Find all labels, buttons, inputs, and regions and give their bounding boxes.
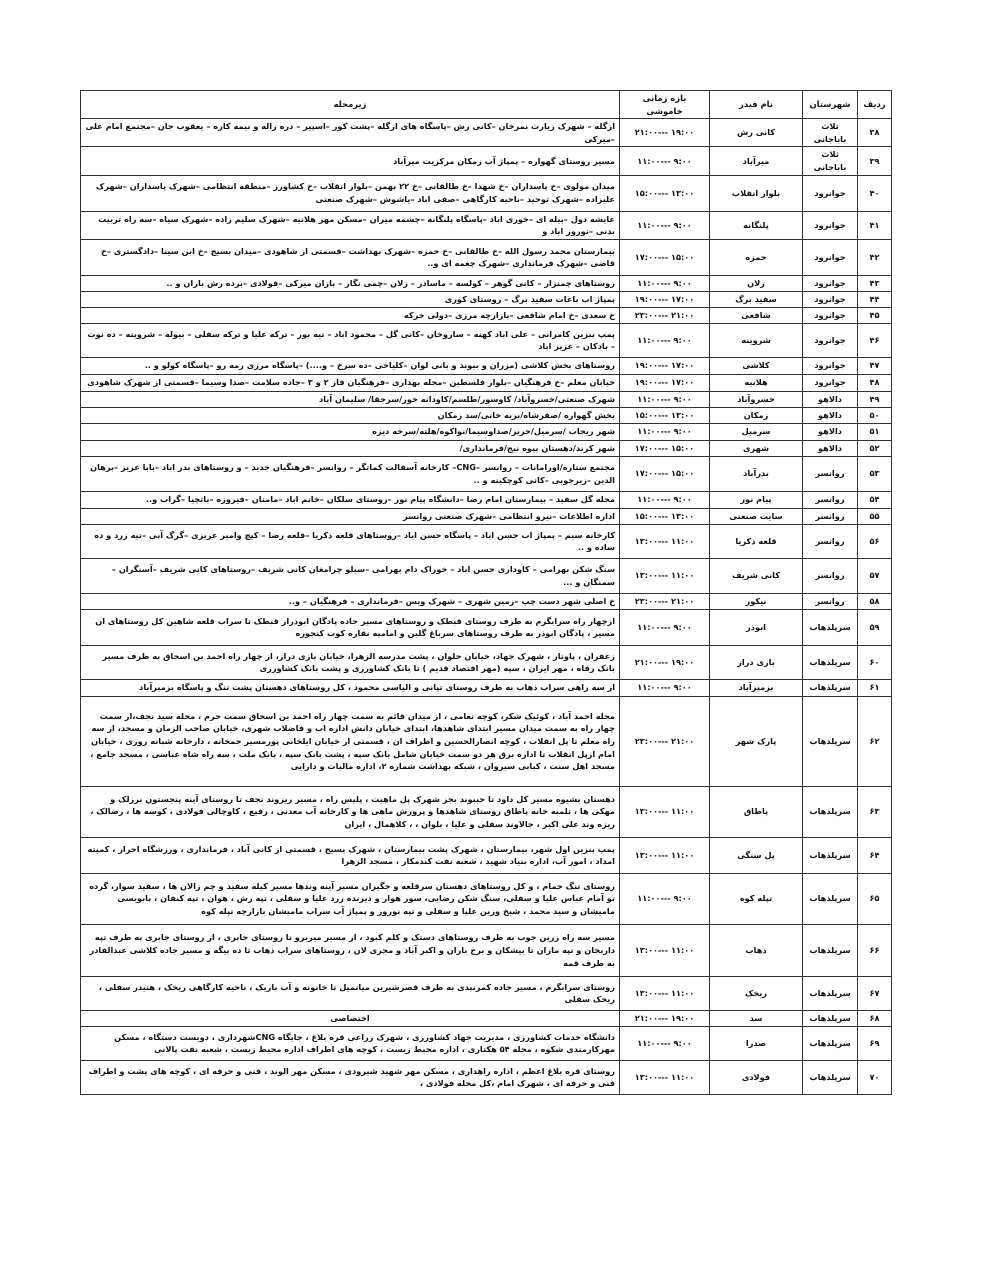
table-body: [81, 119, 892, 1095]
city-cell: روانسر: [803, 508, 858, 524]
city-cell: سرپلذهاب: [803, 786, 858, 837]
row-number: ۴۰: [858, 175, 892, 211]
city-cell: روانسر: [803, 524, 858, 558]
row-number: ۴۴: [858, 291, 892, 307]
table-row: [81, 508, 892, 524]
schedule-page: [80, 90, 892, 1095]
time-cell: ۱۱:۰۰--- ۹:۰۰: [620, 211, 710, 239]
feeder-cell: پیام نور: [710, 491, 803, 508]
feeder-cell: بازی دراز: [710, 645, 803, 679]
area-cell: محله احمد آباد ، کوئیک شکر، کوچه نعامی ، از میدان قائم به سمت چهار راه احمد بن اسحاق سمت حرم ، محله سید نجف،از سمت چهار راه به سمت میدان مسیر ابتدای شاهدها، ابتدای خیابان دانش اداره اب و فاضلاب شهری، خیابان صاحب الزمان و مسجد، از سه راه معلم تا پل انقلاب ، کوچه انصارالحسین و اطراف ان ، قسمتی از خیابان ایلخانی پورمسیر جمخانه ، دارخانه شبانه روزی ، خیابان امام ازپل انقلاب تا اداره برق هر دو سمت خیابان شامل بانک سپه ، پشت بانک سپه ، بانک ملت ، سه راه شاه عباسی ، مسجد جامع ، مسجد اهل سنت ، کبابی سیروان ، شبکه بهداشت شماره ۲، اداره مالیات و دارایی: [81, 696, 620, 786]
table-row: [81, 609, 892, 645]
time-cell: ۱۱:۰۰--- ۹:۰۰: [620, 609, 710, 645]
time-cell: ۱۱:۰۰--- ۹:۰۰: [620, 423, 710, 440]
city-cell: جوانرود: [803, 323, 858, 357]
time-cell: ۱۱:۰۰--- ۹:۰۰: [620, 275, 710, 291]
area-cell: پمپاژ اب باغات سفید برگ – روستای کوری: [81, 291, 620, 307]
feeder-cell: سرمیل: [710, 423, 803, 440]
area-cell: ازچهار راه سرابگرم به طرف روستای قبطک و روستاهای مسیر جاده پادگان ابوذراز قبطک تا سراب قلعه شاهین کل روستاهای ان مسیر ، پادگان ابوذر به طرف روستاهای سرباغ گلین و امامیه نقاره کوب کنجوره: [81, 609, 620, 645]
table-row: [81, 323, 892, 357]
area-cell: مسیر سه راه زرین جوب به طرف روستاهای دستک و کلم کبود ، از مسیر میربرو تا روستای جابری ، از روستای جابری به طرف تپه داربخان و تپه ماران تا بیشکان و برخ باران و اکبر آباد و مجری لان ، روستاهای سراب ذهاب تا ده بیگه و مسیر جاده کلاشی عبدالقادر به طرف قمه: [81, 924, 620, 976]
area-cell: روستاهای بخش کلاشی (مزران و بیوند و بانی لوان –کلیاخی –ده سرخ – و....) –پاسگاه مرزی رمه رو –پاسگاه کولو و ..: [81, 357, 620, 374]
table-row: [81, 456, 892, 491]
row-number: ۶۲: [858, 696, 892, 786]
feeder-cell: بزمیرآباد: [710, 679, 803, 696]
time-cell: ۱۳:۰۰--- ۱۱:۰۰: [620, 976, 710, 1010]
feeder-cell: خسروآباد: [710, 391, 803, 407]
time-cell: ۱۳:۰۰--- ۱۱:۰۰: [620, 786, 710, 837]
feeder-cell: تپله کوه: [710, 873, 803, 924]
city-cell: جوانرود: [803, 239, 858, 275]
time-cell: ۲۱:۰۰--- ۱۹:۰۰: [620, 645, 710, 679]
feeder-cell: کانی شریف: [710, 558, 803, 593]
area-cell: اداره اطلاعات –نیرو انتظامی –شهرک صنعتی روانسر: [81, 508, 620, 524]
area-cell: خیابان معلم –خ فرهنگیان –بلوار فلسطین –محله بهداری –فرهنگیان فاز ۲ و ۳ –جاده سلامت –صدا وسیما –قسمتی از شهرک شاهودی: [81, 374, 620, 391]
time-cell: ۱۱:۰۰--- ۹:۰۰: [620, 873, 710, 924]
table-row: [81, 645, 892, 679]
row-number: ۴۷: [858, 357, 892, 374]
area-cell: شهر کرند/دهستان بیوه نیج/فرمانداری/: [81, 440, 620, 456]
city-cell: روانسر: [803, 558, 858, 593]
area-cell: سنگ شکن بهرامی – کاوداری حسن اباد – خوراک دام بهرامی –سیلو چرامغان کانی شریف –روستاهای کانی شریف –آسنگران –سمنگان و ...: [81, 558, 620, 593]
table-row: [81, 1060, 892, 1094]
row-number: ۵۸: [858, 593, 892, 609]
feeder-cell: سد: [710, 1010, 803, 1026]
time-cell: ۱۳:۰۰--- ۱۱:۰۰: [620, 1060, 710, 1094]
row-number: ۵۲: [858, 440, 892, 456]
table-row: [81, 679, 892, 696]
table-row: [81, 873, 892, 924]
time-cell: ۲۳:۰۰--- ۲۱:۰۰: [620, 307, 710, 323]
row-number: ۵۵: [858, 508, 892, 524]
table-row: [81, 696, 892, 786]
feeder-cell: صدرا: [710, 1026, 803, 1060]
feeder-cell: کلاشی: [710, 357, 803, 374]
table-row: [81, 976, 892, 1010]
row-number: ۶۴: [858, 837, 892, 873]
area-cell: روستای قره بلاغ اعظم ، اداره راهداری ، مسکن مهر شهید شیرودی ، مسکن مهر الوند ، فنی و حرفه ای ، کوچه های پشت و اطراف فنی و حرفه ای ، شهرک امام ،کل محله فولادی ،: [81, 1060, 620, 1094]
area-cell: عایشه دول –بیله ای –خوری اباد –پاسگاه پلنگانه –چشمه میران –مسکن مهر هلانیه –شهرک سلیم زاده –شهرک سیاه –سه راه تربیت بدنی –نوروز اباد و: [81, 211, 620, 239]
city-cell: سرپلذهاب: [803, 1060, 858, 1094]
row-number: ۶۱: [858, 679, 892, 696]
feeder-cell: بدرآباد: [710, 456, 803, 491]
feeder-cell: شهری: [710, 440, 803, 456]
time-cell: ۱۹:۰۰--- ۱۷:۰۰: [620, 374, 710, 391]
row-number: ۶۹: [858, 1026, 892, 1060]
table-row: [81, 1026, 892, 1060]
table-row: [81, 291, 892, 307]
city-cell: دالاهو: [803, 440, 858, 456]
table-row: [81, 837, 892, 873]
header-row-number: ردیف: [858, 91, 892, 119]
feeder-cell: زمکان: [710, 407, 803, 423]
row-number: ۵۰: [858, 407, 892, 423]
time-cell: ۱۵:۰۰--- ۱۳:۰۰: [620, 508, 710, 524]
city-cell: روانسر: [803, 456, 858, 491]
feeder-cell: شروینه: [710, 323, 803, 357]
row-number: ۴۱: [858, 211, 892, 239]
time-cell: ۲۳:۰۰--- ۲۱:۰۰: [620, 696, 710, 786]
area-cell: میدان مولوی –خ پاسداران –خ شهدا –خ طالقانی –خ ۲۲ بهمن –بلوار انقلاب –خ کشاورز –منطقه انتظامی –شهرک پاسداران –شهرک علیزاده –شهرک توحید –ناحیه کارگاهی –صفی اباد –یاشوش –شهرک صنعتی: [81, 175, 620, 211]
table-row: [81, 211, 892, 239]
feeder-cell: فولادی: [710, 1060, 803, 1094]
city-cell: سرپلذهاب: [803, 609, 858, 645]
city-cell: جوانرود: [803, 175, 858, 211]
area-cell: از سه راهی سراب ذهاب به طرف روستای تپانی و الیاسی محمود ، کل روستاهای دهستان پشت تنگ و پاسگاه بزمیرآباد: [81, 679, 620, 696]
area-cell: خ اصلی شهر دست چپ –زمین شهری – شهرک ویس –فرمانداری – فرهنگیان – و..: [81, 593, 620, 609]
time-cell: ۱۱:۰۰--- ۹:۰۰: [620, 147, 710, 175]
time-cell: ۲۳:۰۰--- ۲۱:۰۰: [620, 593, 710, 609]
time-cell: ۱۱:۰۰--- ۹:۰۰: [620, 491, 710, 508]
area-cell: بخش گهواره /صفرشاه/بریه خانی/سد زمکان: [81, 407, 620, 423]
time-cell: ۱۱:۰۰--- ۹:۰۰: [620, 1026, 710, 1060]
area-cell: دانشگاه خدمات کشاورزی ، مدیریت جهاد کشاورزی ، شهرک زراعی قره بلاغ ، جایگاه CNGشهرداری ، دویست دستگاه ، مسکن مهرکارمندی شکوه ، محله ۵۴ هکتاری ، اداره محیط زیست ، کوچه های اطراف اداره محیط زیست ، شعبه نفت پالانی: [81, 1026, 620, 1060]
feeder-cell: نیکور: [710, 593, 803, 609]
row-number: ۷۰: [858, 1060, 892, 1094]
city-cell: دالاهو: [803, 407, 858, 423]
area-cell: مسیر روستای گهواره – پمپاژ آب زمکان مرکزیت میرآباد: [81, 147, 620, 175]
time-cell: ۱۳:۰۰--- ۱۱:۰۰: [620, 837, 710, 873]
row-number: ۵۶: [858, 524, 892, 558]
row-number: ۴۵: [858, 307, 892, 323]
area-cell: کارخانه سیم – پمپاژ اب حسن اباد – پاسگاه حسن اباد –روستاهای قلعه ذکریا –قلعه رضا – کیچ وامیر عزیزی –گرگ آبی –تیه زرد و ده ساده و ..: [81, 524, 620, 558]
row-number: ۴۲: [858, 239, 892, 275]
table-row: [81, 558, 892, 593]
row-number: ۶۶: [858, 924, 892, 976]
row-number: ۶۰: [858, 645, 892, 679]
city-cell: جوانرود: [803, 307, 858, 323]
city-cell: سرپلذهاب: [803, 645, 858, 679]
time-cell: ۱۱:۰۰--- ۹:۰۰: [620, 679, 710, 696]
feeder-cell: زلان: [710, 275, 803, 291]
feeder-cell: هلانیه: [710, 374, 803, 391]
time-cell: ۱۹:۰۰--- ۱۷:۰۰: [620, 291, 710, 307]
area-cell: روستاهای چمنزار – کانی گوهر – کولسه – ماسادر – زلان –چمی نگار – بازان میرکی –فولادی –برده رش بازان و ..: [81, 275, 620, 291]
row-number: ۴۳: [858, 275, 892, 291]
time-cell: ۱۳:۰۰--- ۱۱:۰۰: [620, 924, 710, 976]
area-cell: دهستان بشیوه مسیر کل داود تا حیبوند بجز شهرک پل ماهیت ، پلیس راه ، مسیر ریزوند نجف تا روستای آینه پنجستون برزلک و مهکی ها ، تلمبه خانه پاطاق روستای شاهدها و پرورش ماهی ها و کارخانه آب معدنی ، رفیع ، کاوچالی فولادی ، کوسه ها ، رضالک ، ریزه وند علی اکبر ، جالاوند سفلی و علیا ، بلوان ، ، کلاهمال ، ایران: [81, 786, 620, 837]
city-cell: جوانرود: [803, 291, 858, 307]
row-number: ۶۳: [858, 786, 892, 837]
feeder-cell: پل سنگی: [710, 837, 803, 873]
time-cell: ۱۷:۰۰--- ۱۵:۰۰: [620, 456, 710, 491]
table-row: [81, 307, 892, 323]
time-cell: ۱۱:۰۰--- ۹:۰۰: [620, 391, 710, 407]
feeder-cell: کانی رش: [710, 119, 803, 147]
feeder-cell: سایت صنعتی: [710, 508, 803, 524]
row-number: ۵۷: [858, 558, 892, 593]
table-row: [81, 491, 892, 508]
time-cell: ۱۳:۰۰--- ۱۱:۰۰: [620, 558, 710, 593]
city-cell: ثلاث باباجانی: [803, 147, 858, 175]
table-row: [81, 423, 892, 440]
area-cell: بیمارستان محمد رسول الله –خ طالقانی –خ حمزه –شهرک بهداشت –قسمتی از شاهودی –میدان بسیج –خ ابن سینا –دادگستری –خ قاضی –شهرک فرمانداری –شهرک چغمه ای و..: [81, 239, 620, 275]
area-cell: پمپ بنزین کامرانی – علی اباد کهنه – ساروخان –کانی گل – محمود اباد – تیه بور – ترکه علیا و ترکه سفلی – بیوله – شروینه – ده نوت – بادکان – عزیز اباد: [81, 323, 620, 357]
table-row: [81, 147, 892, 175]
area-cell: زعفران ، پاوتار ، شهرک جهاد، خیابان حلوان ، پشت مدرسه الزهرا، خیابان بازی دراز، از چهار راه احمد بن اسحاق به طرف مسیر بانک رفاه ، مهر ایران ، سپه (مهر اقتصاد قدیم ) تا بانک کشاورزی و پشت بانک کشاورزی: [81, 645, 620, 679]
feeder-cell: پارک شهر: [710, 696, 803, 786]
time-cell: ۱۱:۰۰--- ۹:۰۰: [620, 323, 710, 357]
row-number: ۴۶: [858, 323, 892, 357]
table-row: [81, 1010, 892, 1026]
row-number: ۳۸: [858, 119, 892, 147]
time-cell: ۱۷:۰۰--- ۱۵:۰۰: [620, 440, 710, 456]
table-header-row: [81, 91, 892, 119]
row-number: ۳۹: [858, 147, 892, 175]
table-row: [81, 593, 892, 609]
time-cell: ۱۳:۰۰--- ۱۱:۰۰: [620, 524, 710, 558]
area-cell: ازگله – شهرک زیارت نمرخان –کانی رش –پاسگاه های ازگله –پشت کور –اسپیر – دره زاله و نیمه کاره – یعقوب جان –مجتمع امام علی –میرکی: [81, 119, 620, 147]
city-cell: سرپلذهاب: [803, 976, 858, 1010]
feeder-cell: پاطاق: [710, 786, 803, 837]
city-cell: روانسر: [803, 491, 858, 508]
table-row: [81, 119, 892, 147]
table-row: [81, 357, 892, 374]
table-row: [81, 175, 892, 211]
city-cell: سرپلذهاب: [803, 696, 858, 786]
city-cell: ثلاث باباجانی: [803, 119, 858, 147]
city-cell: سرپلذهاب: [803, 1026, 858, 1060]
time-cell: ۲۱:۰۰--- ۱۹:۰۰: [620, 1010, 710, 1026]
city-cell: سرپلذهاب: [803, 837, 858, 873]
header-city: شهرستان: [803, 91, 858, 119]
city-cell: جوانرود: [803, 211, 858, 239]
table-row: [81, 524, 892, 558]
area-cell: خ سعدی –خ امام شافعی –بازارچه مرزی –دولی خرکه: [81, 307, 620, 323]
city-cell: روانسر: [803, 593, 858, 609]
city-cell: سرپلذهاب: [803, 1010, 858, 1026]
city-cell: سرپلذهاب: [803, 924, 858, 976]
row-number: ۴۸: [858, 374, 892, 391]
header-feeder: نام فیدر: [710, 91, 803, 119]
row-number: ۵۴: [858, 491, 892, 508]
header-time: بازه زمانی خاموشی: [620, 91, 710, 119]
row-number: ۵۱: [858, 423, 892, 440]
time-cell: ۱۵:۰۰--- ۱۳:۰۰: [620, 407, 710, 423]
row-number: ۶۵: [858, 873, 892, 924]
feeder-cell: قلعه ذکریا: [710, 524, 803, 558]
city-cell: جوانرود: [803, 357, 858, 374]
feeder-cell: بلوار انقلاب: [710, 175, 803, 211]
time-cell: ۲۱:۰۰--- ۱۹:۰۰: [620, 119, 710, 147]
feeder-cell: میرآباد: [710, 147, 803, 175]
area-cell: شهرک صنعتی/خسروآباد/ کاوسور/طلسم/کاودانه خور/سرجقا/ سلیمان آباد: [81, 391, 620, 407]
city-cell: جوانرود: [803, 275, 858, 291]
area-cell: پمپ بنزین اول شهر، بیمارستان ، شهرک پشت بیمارستان ، شهرک بسیج ، قسمتی از کانی آباد ، فرمانداری ، ورزشگاه احرار ، کمیته امداد ، امور آب، اداره بنیاد شهید ، شعبه نفت کندمکار ، مسجد الزهرا: [81, 837, 620, 873]
time-cell: ۱۵:۰۰--- ۱۳:۰۰: [620, 175, 710, 211]
row-number: ۶۸: [858, 1010, 892, 1026]
outage-schedule-table: [80, 90, 892, 1095]
area-cell: محله گل سفید – بیمارستان امام رضا –دانشگاه پیام نور –روستای سلکان –خانم اباد –مامنان –فیروزه –باتچیا –گراب و..: [81, 491, 620, 508]
table-row: [81, 407, 892, 423]
city-cell: سرپلذهاب: [803, 679, 858, 696]
header-area: زیرمحله: [81, 91, 620, 119]
time-cell: ۱۹:۰۰--- ۱۷:۰۰: [620, 357, 710, 374]
table-row: [81, 275, 892, 291]
feeder-cell: ابوذر: [710, 609, 803, 645]
feeder-cell: ریخک: [710, 976, 803, 1010]
area-cell: روستای سرابگرم ، مسیر جاده کمرنبدی به طرف قصرشیرین میانمیل تا خانونه و آب باریک ، ناحیه کارگاهی ریخک ، هنیدر سفلی ، ریخک سفلی: [81, 976, 620, 1010]
table-row: [81, 374, 892, 391]
feeder-cell: سفید برگ: [710, 291, 803, 307]
table-row: [81, 391, 892, 407]
area-cell: روستای تنگ حمام ، و کل روستاهای دهستان سرقلعه و جگیران مسیر آینه وندها مسیر کیله سفید و چم زالان ها ، سفید سوار، گرده تو آمام عباس علیا و سفلی، سنگ شکن رضایی، سور هوار و دیرنده زرد علیا و سفلی ، تپه رش ، هوان ، تپه کنفان ، بابویسی مامیشان و سید محمد ، شیخ وزین علیا و سفلی و تپه نوروز و پمپاژ آب سراب مامیشان بازارچه تپله کوه: [81, 873, 620, 924]
area-cell: اختصاصی: [81, 1010, 620, 1026]
feeder-cell: شافعی: [710, 307, 803, 323]
city-cell: سرپلذهاب: [803, 873, 858, 924]
feeder-cell: پلنگانه: [710, 211, 803, 239]
table-row: [81, 239, 892, 275]
area-cell: مجتمع ستاره/اورامانات – روانسر –CNG– کارخانه آسفالت کماتگر – روانسر –فرهنگیان جدید – و روستاهای بدر اباد –بابا عزیز –برهان الدین –زیرجوبی –کانی کوچکینه و ..: [81, 456, 620, 491]
city-cell: دالاهو: [803, 423, 858, 440]
table-row: [81, 924, 892, 976]
area-cell: شهر ریجاب /سرمیل/حریر/صداوسیما/نواکوه/هلته/سرخه دیزه: [81, 423, 620, 440]
row-number: ۶۷: [858, 976, 892, 1010]
row-number: ۴۹: [858, 391, 892, 407]
feeder-cell: ذهاب: [710, 924, 803, 976]
table-row: [81, 786, 892, 837]
row-number: ۵۹: [858, 609, 892, 645]
city-cell: دالاهو: [803, 391, 858, 407]
row-number: ۵۳: [858, 456, 892, 491]
table-row: [81, 440, 892, 456]
city-cell: جوانرود: [803, 374, 858, 391]
time-cell: ۱۷:۰۰--- ۱۵:۰۰: [620, 239, 710, 275]
feeder-cell: حمزه: [710, 239, 803, 275]
